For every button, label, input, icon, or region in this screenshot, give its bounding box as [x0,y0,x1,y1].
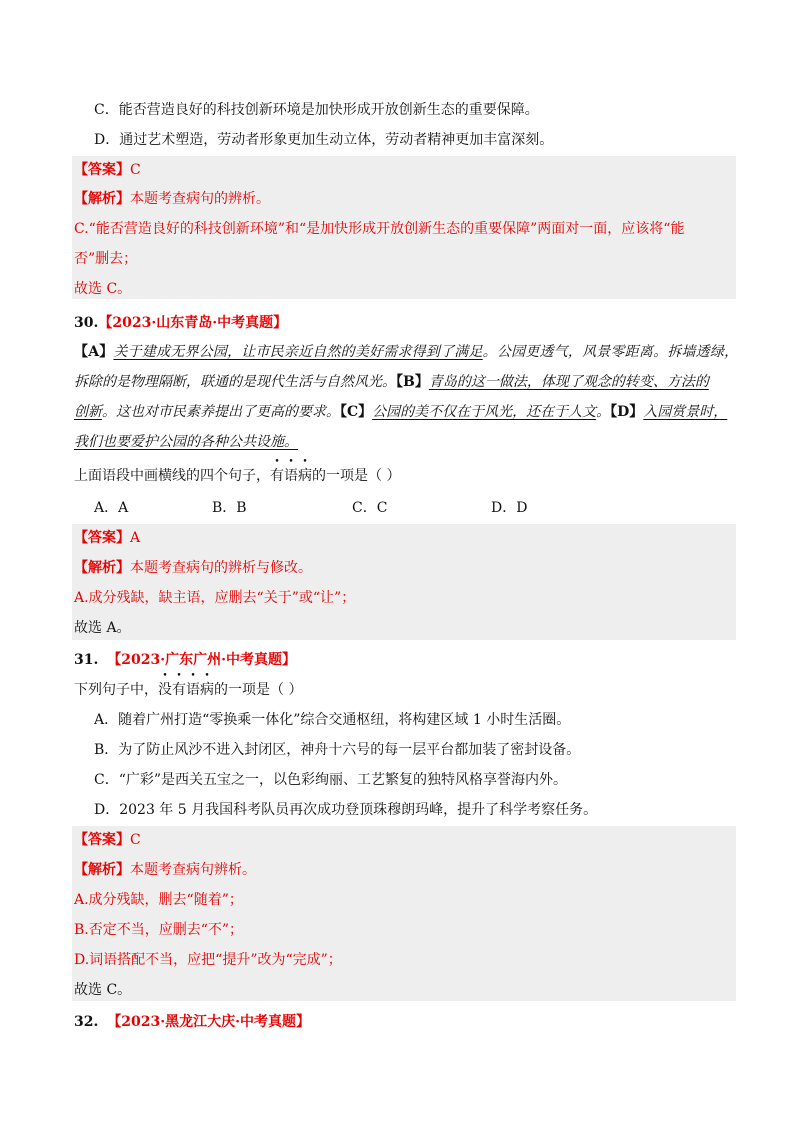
sentence-marker-b: 【B】 [396,374,429,390]
analysis-text: 本题考查病句的辨析与修改。 [130,560,312,576]
analysis-label: 【解析】 [74,560,130,576]
emphasis-char: 语 [186,682,200,698]
analysis-text: 本题考查病句辨析。 [130,862,256,878]
q31-stem [74,680,302,700]
analysis-label: 【解析】 [74,862,130,878]
q30-passage-line4 [74,432,298,452]
emphasis-char: 有 [172,682,186,698]
passage-text: 。公园更透气，风景零距离。拆墙透绿， [482,344,739,360]
q30-answer-box [72,524,736,640]
underlined-sentence-c: 公园的美不仅在于风光，还在于人文 [372,404,597,420]
passage-text: 。 [596,404,611,420]
question-number: 31. [74,652,99,668]
analysis-text: 本题考查病句的辨析。 [130,191,270,207]
q31-analysis [74,860,256,880]
underlined-sentence-b: 青岛的这一做法，体现了观念的转变、方法的 [428,374,709,390]
question-number: 30. [74,315,99,331]
q31-explanation-a: A.成分残缺，删去“随着”； [74,892,243,908]
emphasis-char: 病 [200,682,214,698]
passage-text: 拆除的是物理隔断，联通的是现代生活与自然风光。 [74,374,396,390]
q31-answer-box [72,826,736,1001]
q31-explanation-b: B.否定不当，应删去“不”； [74,922,244,938]
q30-choice-b: B．B [212,500,247,516]
answer-value: C [130,162,141,178]
q32-header [74,1012,310,1032]
emphasis-char: 有 [270,468,284,484]
underlined-sentence-b-end: 创新 [74,404,102,420]
q31-header [74,650,296,670]
q31-option-d: D．2023 年 5 月我国科考队员再次成功登顶珠穆朗玛峰，提升了科学考察任务。 [94,802,598,818]
q29-answer [74,160,141,180]
q30-answer [74,528,140,548]
q30-choice-c: C．C [352,500,388,516]
answer-value: A [130,530,141,546]
answer-label: 【答案】 [74,832,130,848]
q29-explanation-line1: C.“能否营造良好的科技创新环境”和“是加快形成开放创新生态的重要保障”两面对一面，应该将“能 [74,221,685,237]
emphasis-char: 没 [158,682,172,698]
answer-value: C [130,832,141,848]
q31-answer [74,830,141,850]
sentence-marker-c: 【C】 [340,404,373,420]
q29-option-d: D．通过艺术塑造，劳动者形象更加生动立体，劳动者精神更加丰富深刻。 [94,132,554,148]
q29-conclusion: 故选 C。 [74,281,132,297]
q30-choice-a: A．A [94,500,129,516]
q30-passage-line2 [74,372,709,392]
question-source: 【2023·黑龙江大庆·中考真题】 [107,1014,310,1030]
emphasis-char: 语 [284,468,298,484]
q30-analysis [74,558,312,578]
q30-header [74,313,287,333]
question-source: 【2023·广东广州·中考真题】 [107,652,296,668]
underlined-sentence-d: 入园赏景时， [643,404,728,420]
q30-explanation-a: A.成分残缺，缺主语，应删去“关于”或“让”； [74,590,356,606]
q31-option-b: B．为了防止风沙不进入封闭区，神舟十六号的每一层平台都加装了密封设备。 [94,742,581,758]
underlined-sentence-d-end: 我们也要爱护公园的各种公共设施。 [74,434,298,450]
q30-passage-line3 [74,402,727,422]
q30-choice-d: D．D [491,500,528,516]
q29-option-c: C．能否营造良好的科技创新环境是加快形成开放创新生态的重要保障。 [94,102,539,118]
stem-text: 下列句子中， [74,682,158,698]
answer-label: 【答案】 [74,530,130,546]
q29-analysis [74,189,270,209]
q31-option-a: A．随着广州打造“零换乘一体化”综合交通枢纽，将构建区域 1 小时生活圈。 [94,712,571,728]
sentence-marker-d: 【D】 [610,404,644,420]
answer-label: 【答案】 [74,162,130,178]
q31-option-c: C．“广彩”是西关五宝之一，以色彩绚丽、工艺繁复的独特风格享誉海内外。 [94,772,568,788]
q30-passage-line1 [74,342,738,362]
q31-explanation-d: D.词语搭配不当，应把“提升”改为“完成”； [74,952,342,968]
passage-text: 。这也对市民素养提出了更高的要求。 [102,404,340,420]
analysis-label: 【解析】 [74,191,130,207]
stem-text: 的一项是（ ） [214,682,303,698]
q30-stem [74,466,400,486]
question-source: 【2023·山东青岛·中考真题】 [98,315,288,331]
q29-explanation-line2: 否”删去； [74,251,138,267]
stem-text: 上面语段中画横线的四个句子， [74,468,270,484]
q30-conclusion: 故选 A。 [74,620,131,636]
sentence-marker-a: 【A】 [74,344,114,360]
stem-text: 的一项是（ ） [312,468,401,484]
q31-conclusion: 故选 C。 [74,982,132,998]
emphasis-char: 病 [298,468,312,484]
question-number: 32. [74,1014,99,1030]
underlined-sentence-a: 关于建成无界公园，让市民亲近自然的美好需求得到了满足 [113,344,483,360]
